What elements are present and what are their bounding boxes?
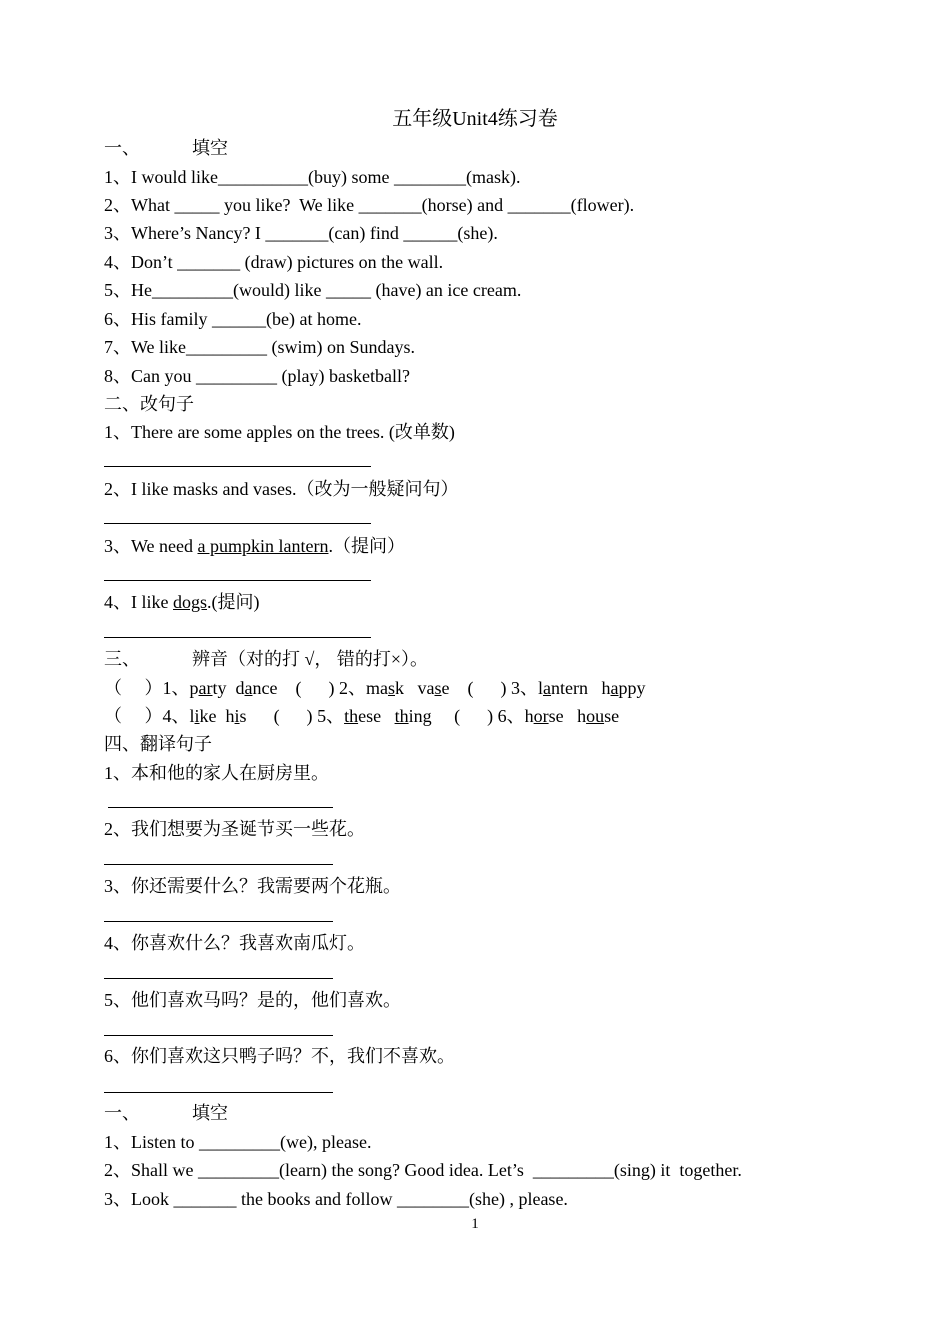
- section2-question-4-instruction: .(提问): [207, 592, 260, 612]
- page-number: 1: [471, 1216, 479, 1232]
- section2-answer-line-3: [104, 580, 371, 581]
- section2-question-4-underlined: dogs: [173, 592, 208, 612]
- section2-question-3-instruction: .（提问）: [328, 536, 405, 556]
- answer-paren-5: ( ): [273, 706, 313, 726]
- section3-title: 辨音（对的打 √， 错的打×）。: [192, 649, 429, 669]
- item-number-6: 6、: [497, 706, 525, 726]
- section4-answer-line-2: [104, 864, 333, 865]
- section2-question-4-text: 4、I like: [104, 592, 173, 612]
- section3-heading: [104, 647, 428, 671]
- section4-item-5: 5、他们喜欢马吗？是的，他们喜欢。: [104, 990, 401, 1010]
- item-number-1: 1、: [162, 678, 190, 698]
- word-like: like: [189, 706, 217, 726]
- word-his: his: [225, 706, 247, 726]
- section5-item-1: 1、Listen to _________(we), please.: [104, 1132, 372, 1152]
- item-number-2: 2、: [338, 678, 366, 698]
- section2-question-3-underlined: a pumpkin lantern: [197, 536, 329, 556]
- section2-question-3-text: 3、We need: [104, 536, 198, 556]
- word-lantern: lantern: [538, 678, 589, 698]
- section2-heading: 二、改句子: [104, 394, 194, 414]
- item-number-4: 4、: [162, 706, 190, 726]
- word-these: these: [344, 706, 382, 726]
- section2-question-1: 1、There are some apples on the trees. (改单数): [104, 422, 455, 442]
- section1-title: 填空: [192, 138, 228, 158]
- item-number-5: 5、: [317, 706, 345, 726]
- item-number-3: 3、: [511, 678, 539, 698]
- section4-item-3: 3、你还需要什么？我需要两个花瓶。: [104, 876, 401, 896]
- section5-number: 一、: [104, 1103, 140, 1123]
- section1-item-5: 5、He_________(would) like _____ (have) an ice cream.: [104, 280, 522, 300]
- section1-item-2: 2、What _____ you like? We like _______(horse) and _______(flower).: [104, 195, 635, 215]
- section1-item-3: 3、Where’s Nancy? I _______(can) find ______(she).: [104, 223, 498, 243]
- section1-item-4: 4、Don’t _______ (draw) pictures on the wall.: [104, 252, 444, 272]
- section4-answer-line-5: [104, 1035, 333, 1036]
- section4-item-4: 4、你喜欢什么？我喜欢南瓜灯。: [104, 933, 365, 953]
- section4-answer-line-4: [104, 978, 333, 979]
- section5-item-2: 2、Shall we _________(learn) the song? Good idea. Let’s _________(sing) it together.: [104, 1160, 742, 1180]
- section2-question-4: [104, 590, 260, 614]
- section2-answer-line-4: [104, 637, 371, 638]
- word-thing: thing: [394, 706, 432, 726]
- answer-paren-2: ( ): [295, 678, 335, 698]
- section4-answer-line-6: [104, 1092, 333, 1093]
- word-mask: mask: [365, 678, 404, 698]
- section4-answer-line-3: [104, 921, 333, 922]
- section4-item-1: 1、本和他的家人在厨房里。: [104, 763, 329, 783]
- section3-row-1: [104, 676, 646, 700]
- section2-answer-line-1: [104, 466, 371, 467]
- answer-paren-4: （ ）: [104, 706, 163, 726]
- section5-item-3: 3、Look _______ the books and follow ________(she) , please.: [104, 1189, 568, 1209]
- word-party: party: [189, 678, 227, 698]
- section4-answer-line-1: [108, 807, 333, 808]
- section1-item-7: 7、We like_________ (swim) on Sundays.: [104, 337, 416, 357]
- section5-heading: [104, 1101, 228, 1125]
- section1-item-8: 8、Can you _________ (play) basketball?: [104, 366, 410, 386]
- answer-paren-1: （ ）: [104, 678, 163, 698]
- section4-item-2: 2、我们想要为圣诞节买一些花。: [104, 819, 365, 839]
- word-house: house: [577, 706, 620, 726]
- section1-number: 一、: [104, 138, 140, 158]
- section1-heading: [104, 136, 228, 160]
- answer-paren-3: ( ): [467, 678, 507, 698]
- section2-answer-line-2: [104, 523, 371, 524]
- section3-row-2: [104, 704, 619, 728]
- section1-item-1: 1、I would like__________(buy) some ________(mask).: [104, 167, 521, 187]
- section5-title: 填空: [192, 1103, 228, 1123]
- section4-heading: 四、翻译句子: [104, 734, 212, 754]
- section2-question-3: [104, 534, 405, 558]
- word-dance: dance: [235, 678, 278, 698]
- word-horse: horse: [524, 706, 564, 726]
- word-happy: happy: [601, 678, 646, 698]
- worksheet-title: 五年级Unit4练习卷: [392, 108, 558, 130]
- section4-item-6: 6、你们喜欢这只鸭子吗？不，我们不喜欢。: [104, 1046, 455, 1066]
- answer-paren-6: ( ): [454, 706, 494, 726]
- section1-item-6: 6、His family ______(be) at home.: [104, 309, 362, 329]
- section2-question-2: 2、I like masks and vases.（改为一般疑问句）: [104, 479, 459, 499]
- section3-number: 三、: [104, 649, 140, 669]
- word-vase: vase: [417, 678, 450, 698]
